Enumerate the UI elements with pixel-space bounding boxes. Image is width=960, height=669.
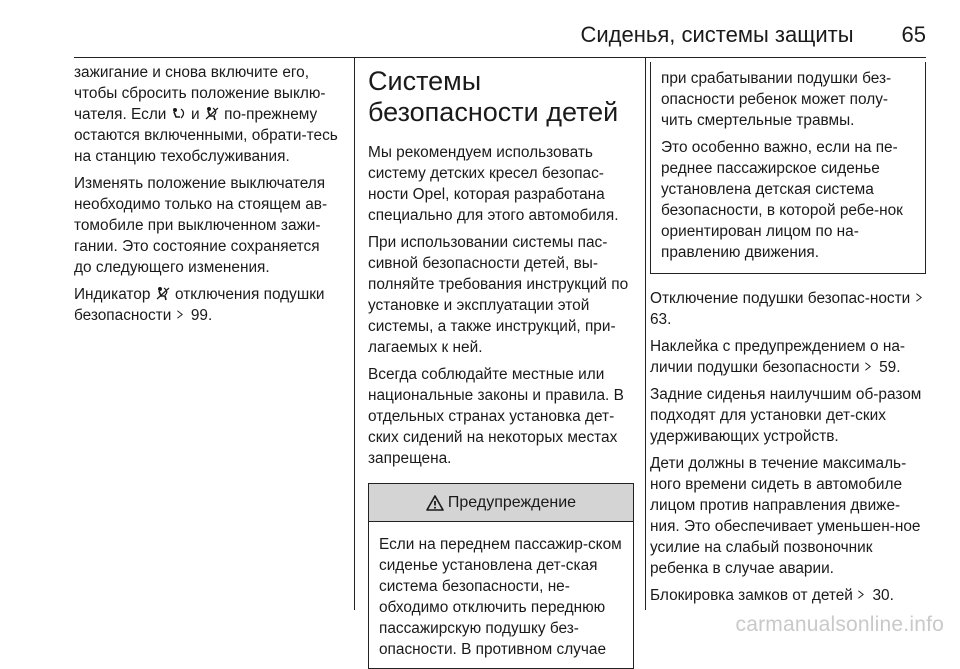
warning-title: Предупреждение [447, 494, 577, 511]
page-reference[interactable]: 99. [190, 307, 213, 324]
column-divider-left [354, 58, 355, 610]
page-number: 65 [901, 22, 926, 47]
page-reference-icon [915, 290, 926, 305]
paragraph: Изменять положение выключателя необходимо только на стоящем ав-томобиле при выключенном зажи-гании. Это состояние сохраняется до следующего изменения. [74, 175, 328, 276]
paragraph: Всегда соблюдайте местные или национальные законы и правила. В отдельных странах установка дет-ских сидений на некоторых местах запрещена. [368, 366, 624, 467]
paragraph: При использовании системы пас-сивной безопасности детей, вы-полняйте требования инструкций по установке и эксплуатации этой системы, а также инструкций, при-лагаемых к ней. [368, 234, 629, 356]
warning-header [369, 484, 633, 522]
paragraph [74, 62, 340, 167]
page-reference-icon [857, 587, 868, 602]
paragraph: Дети должны в течение максималь-ного времени сидеть в автомобиле лицом против направления движе-ния. Это обеспечивает уменьшен-ное усилие на слабый позвоночник ребенка в случае аварии. [650, 455, 921, 577]
spacer [650, 274, 926, 288]
warning-paragraph: Это особенно важно, если на пе-реднее пассажирское сиденье установлена детская система безопасности, в которой ребе-нок ориентирован лицом по на-правлению движения. [661, 139, 903, 261]
watermark: carmanualsonline.info [735, 613, 944, 636]
paragraph-text: по-прежнему остаются включенными, обрати-тесь на станцию техобслуживания. [74, 106, 338, 165]
paragraph [74, 284, 340, 326]
warning-body [651, 62, 925, 273]
airbag-off-indicator-icon [155, 286, 171, 301]
warning-box-continued [650, 62, 926, 274]
paragraph-text: и [186, 106, 204, 123]
column-2 [368, 62, 634, 669]
airbag-off-indicator-icon [204, 106, 220, 121]
column-divider-right [645, 58, 646, 610]
warning-box [368, 483, 634, 669]
section-title: Сиденья, системы защиты [580, 22, 854, 47]
paragraph-text: Индикатор [74, 286, 155, 303]
warning-text: Если на переднем пассажир-ском сиденье установлена дет-ская система безопасности, не-обходимо отключить переднюю пассажирскую подушку без-опасности. В противном случае [379, 536, 622, 658]
paragraph-text: отключения подушки безопасности [74, 286, 325, 324]
page-reference[interactable]: 30. [872, 587, 894, 604]
section-heading: Системы безопасности детей [368, 66, 619, 127]
paragraph-text: Блокировка замков от детей [650, 587, 858, 604]
warning-paragraph: при срабатывании подушки без-опасности ребенок может полу-чить смертельные травмы. [661, 70, 892, 129]
column-1 [74, 62, 340, 332]
page-reference-icon [864, 359, 875, 374]
page-header [0, 22, 926, 48]
paragraph [650, 336, 926, 378]
page-reference[interactable]: 59. [879, 359, 901, 376]
column-3 [650, 62, 926, 612]
paragraph-text: зажигание и снова включите его, чтобы сбросить положение выклю-чателя. Если [74, 64, 326, 123]
airbag-indicator-icon [171, 106, 187, 121]
paragraph [650, 288, 926, 330]
warning-triangle-icon [426, 495, 444, 511]
paragraph [650, 585, 926, 606]
paragraph: Задние сиденья наилучшим об-разом подходят для установки дет-ских удерживающих устройств. [650, 386, 922, 445]
header-divider [74, 57, 926, 58]
page-reference[interactable]: 63. [650, 311, 672, 328]
paragraph-text: Отключение подушки безопас-ности [650, 290, 915, 307]
page-reference-icon [176, 307, 187, 322]
paragraph-text: Наклейка с предупреждением о на-личии подушки безопасности [650, 338, 906, 376]
paragraph: Мы рекомендуем использовать систему детских кресел безопас-ности Opel, которая разработана специально для этого автомобиля. [368, 144, 619, 224]
